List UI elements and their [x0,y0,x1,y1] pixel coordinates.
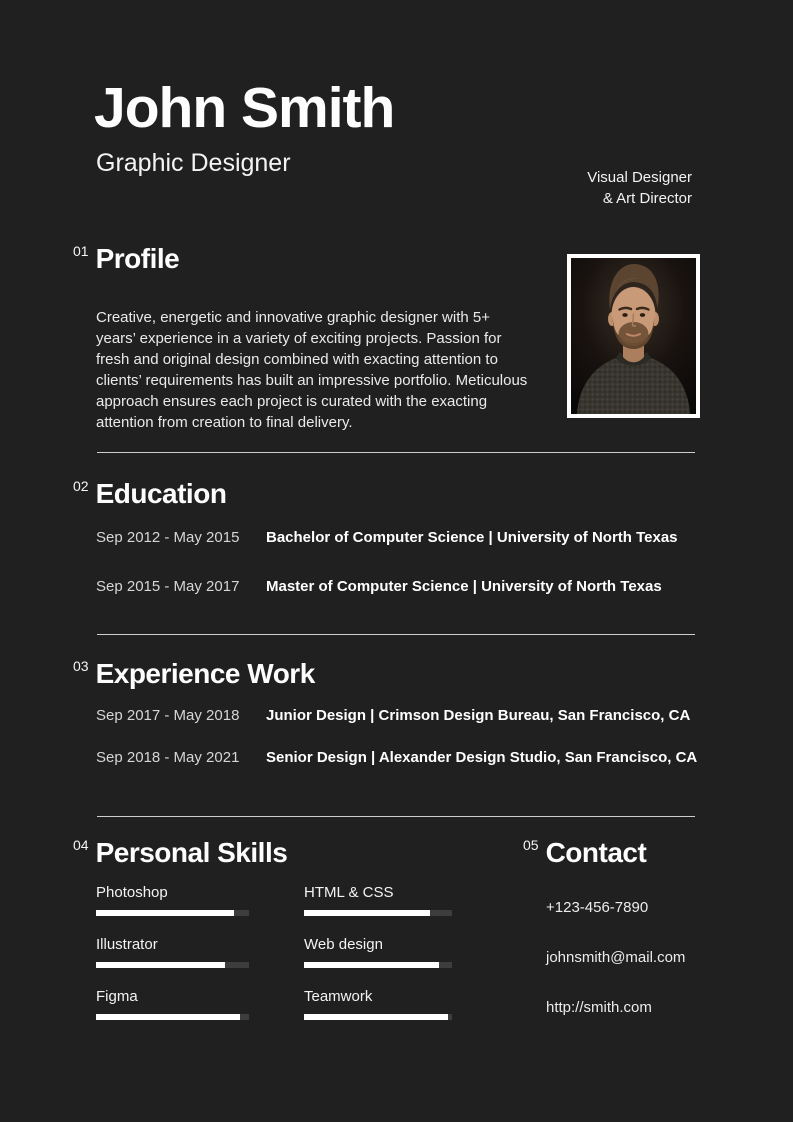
portrait-illustration [571,258,696,414]
skill-bar-fill [96,962,225,968]
education-detail: Bachelor of Computer Science | University of North Texas [266,529,678,546]
skill-item [304,934,452,968]
skill-bar-track [304,910,452,916]
section-number: 05 [523,837,539,853]
education-row [96,576,702,597]
education-detail: Master of Computer Science | University of North Texas [266,578,662,595]
section-number: 01 [73,243,89,259]
education-row [96,527,702,548]
experience-row [96,747,702,768]
skill-label: Web design [304,936,383,953]
section-divider [97,816,695,817]
skill-item [96,934,249,968]
experience-period: Sep 2017 - May 2018 [96,707,240,724]
person-job-title: Graphic Designer [96,149,291,177]
skill-bar-fill [304,962,439,968]
experience-row [96,705,702,726]
skill-bar-track [304,1014,452,1020]
experience-period: Sep 2018 - May 2021 [96,749,240,766]
skill-label: Illustrator [96,936,158,953]
experience-detail: Junior Design | Crimson Design Bureau, San Francisco, CA [266,707,691,724]
profile-summary-text: Creative, energetic and innovative graphic designer with 5+ years’ experience in a variety of exciting projects. Passion for fresh and original design combined with exacting attention to clients’ requirements has built an impressive portfolio. Meticulous approach ensures each project is curated with the exacting attention from creation to final delivery. [96,309,528,431]
person-name: John Smith [94,76,395,140]
skill-bar-fill [96,910,234,916]
section-heading-profile [73,243,179,275]
skill-label: Figma [96,988,138,1005]
section-title: Contact [545,837,647,868]
skill-bar-track [304,962,452,968]
section-heading-contact [523,837,646,869]
section-number: 02 [73,478,89,494]
section-title: Personal Skills [95,837,288,868]
contact-website: http://smith.com [546,999,652,1016]
skill-bar-fill [304,1014,448,1020]
section-heading-skills [73,837,287,869]
education-period: Sep 2015 - May 2017 [96,578,240,595]
section-title: Profile [95,243,180,274]
skill-label: Photoshop [96,884,168,901]
skills-grid [96,882,452,1020]
tagline-line-2: & Art Director [602,190,692,207]
contact-phone: +123-456-7890 [546,899,649,916]
section-divider [97,452,695,453]
section-number: 04 [73,837,89,853]
education-period: Sep 2012 - May 2015 [96,529,240,546]
section-number: 03 [73,658,89,674]
section-heading-experience [73,658,315,690]
skill-item [304,882,452,916]
section-heading-education [73,478,226,510]
skill-bar-fill [96,1014,240,1020]
skill-bar-track [96,910,249,916]
skill-label: HTML & CSS [304,884,394,901]
section-title: Experience Work [95,658,315,689]
tagline-line-1: Visual Designer [587,169,692,186]
portrait-photo [567,254,700,418]
skill-item [304,986,452,1020]
skill-bar-fill [304,910,430,916]
skill-label: Teamwork [304,988,373,1005]
skill-bar-track [96,1014,249,1020]
section-title: Education [95,478,227,509]
contact-email: johnsmith@mail.com [546,949,686,966]
section-divider [97,634,695,635]
contact-list [546,897,685,1047]
experience-detail: Senior Design | Alexander Design Studio, San Francisco, CA [266,749,698,766]
tagline [587,167,692,209]
skill-bar-track [96,962,249,968]
skill-item [96,882,249,916]
skill-item [96,986,249,1020]
